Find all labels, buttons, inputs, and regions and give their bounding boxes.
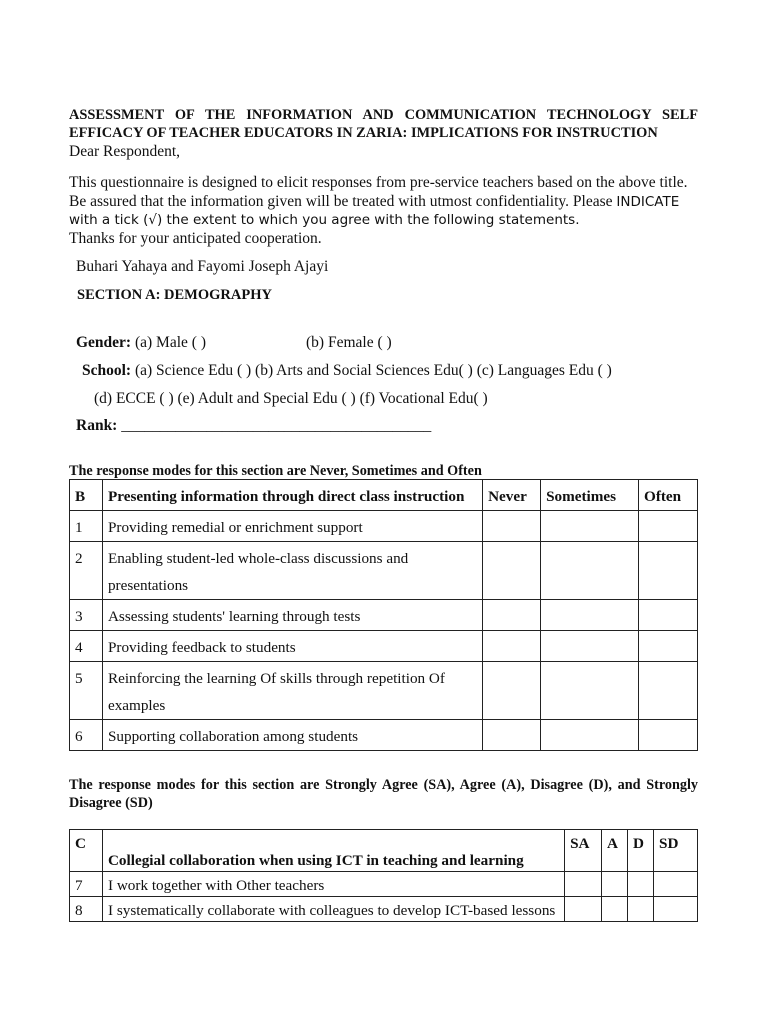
school-options-line-1[interactable]: (a) Science Edu ( ) (b) Arts and Social Sciences Edu( ) (c) Languages Edu ( )	[134, 362, 612, 379]
row-statement: Assessing students' learning through tests	[102, 600, 482, 631]
table-row	[70, 631, 698, 662]
row-statement: Reinforcing the learning Of skills through repetition Of examples	[102, 662, 482, 720]
authors: Buhari Yahaya and Fayomi Joseph Ajayi	[76, 258, 329, 276]
intro-thanks: Thanks for your anticipated cooperation.	[69, 229, 322, 247]
section-a-heading: SECTION A: DEMOGRAPHY	[77, 287, 272, 304]
response-cell-d[interactable]	[628, 897, 654, 922]
rank-input-line[interactable]: ________________________________________	[121, 417, 432, 434]
section-heading: Presenting information through direct class instruction	[102, 480, 482, 511]
row-number: 5	[70, 662, 103, 720]
greeting: Dear Respondent,	[69, 143, 181, 160]
response-cell-sa[interactable]	[565, 872, 602, 897]
column-header: Often	[639, 480, 698, 511]
row-statement: I systematically collaborate with colleagues to develop ICT-based lessons	[102, 897, 564, 922]
column-header: Sometimes	[541, 480, 639, 511]
row-number: 4	[70, 631, 103, 662]
school-row-1	[82, 361, 612, 380]
row-statement: Supporting collaboration among students	[102, 720, 482, 751]
response-cell-often[interactable]	[639, 542, 698, 600]
response-cell-sd[interactable]	[654, 872, 698, 897]
table-header-row	[70, 480, 698, 511]
response-cell-often[interactable]	[639, 600, 698, 631]
row-statement: Providing feedback to students	[102, 631, 482, 662]
response-cell-sometimes[interactable]	[541, 631, 639, 662]
response-cell-a[interactable]	[602, 872, 628, 897]
response-cell-sometimes[interactable]	[541, 600, 639, 631]
table-row	[70, 872, 698, 897]
table-row	[70, 720, 698, 751]
intro-text: This questionnaire is designed to elicit responses from pre-service teachers based on the above title. Be assured that the information given will be treated with utmost confidentiality. Please	[69, 174, 688, 210]
table-row	[70, 662, 698, 720]
response-cell-never[interactable]	[483, 511, 541, 542]
column-header: D	[628, 830, 654, 872]
row-number: 7	[70, 872, 103, 897]
school-label: School:	[82, 362, 132, 379]
section-heading: Collegial collaboration when using ICT in teaching and learning	[102, 830, 564, 872]
response-cell-often[interactable]	[639, 511, 698, 542]
document-page	[69, 106, 698, 304]
gender-row	[76, 333, 206, 352]
row-statement: I work together with Other teachers	[102, 872, 564, 897]
response-cell-never[interactable]	[483, 720, 541, 751]
response-cell-never[interactable]	[483, 542, 541, 600]
intro-indicate-text: INDICATE with a tick (√) the extent to which you agree with the following statements.	[69, 193, 680, 229]
table-row	[70, 511, 698, 542]
row-statement: Enabling student-led whole-class discussions and presentations	[102, 542, 482, 600]
column-header: Never	[483, 480, 541, 511]
response-cell-sd[interactable]	[654, 897, 698, 922]
section-c-response-modes: The response modes for this section are Strongly Agree (SA), Agree (A), Disagree (D), and Strongly Disagree (SD)	[69, 777, 698, 811]
rank-label: Rank:	[76, 417, 118, 434]
row-statement: Providing remedial or enrichment support	[102, 511, 482, 542]
rank-row	[76, 416, 431, 435]
table-header-row	[70, 830, 698, 872]
section-id: B	[70, 480, 103, 511]
intro-paragraph	[69, 174, 698, 248]
row-number: 6	[70, 720, 103, 751]
gender-label: Gender:	[76, 334, 132, 351]
column-header: SA	[565, 830, 602, 872]
column-header: SD	[654, 830, 698, 872]
response-cell-never[interactable]	[483, 631, 541, 662]
response-cell-never[interactable]	[483, 662, 541, 720]
response-cell-sometimes[interactable]	[541, 542, 639, 600]
response-cell-often[interactable]	[639, 631, 698, 662]
response-cell-often[interactable]	[639, 720, 698, 751]
gender-female-option[interactable]: (b) Female ( )	[306, 334, 392, 351]
response-cell-sometimes[interactable]	[541, 720, 639, 751]
response-cell-d[interactable]	[628, 872, 654, 897]
row-number: 2	[70, 542, 103, 600]
response-cell-often[interactable]	[639, 662, 698, 720]
response-cell-sometimes[interactable]	[541, 662, 639, 720]
response-cell-sometimes[interactable]	[541, 511, 639, 542]
table-row	[70, 542, 698, 600]
section-id: C	[70, 830, 103, 872]
column-header: A	[602, 830, 628, 872]
document-title: ASSESSMENT OF THE INFORMATION AND COMMUNICATION TECHNOLOGY SELF EFFICACY OF TEACHER EDUCATORS IN ZARIA: IMPLICATIONS FOR INSTRUCTION	[69, 107, 698, 141]
response-cell-never[interactable]	[483, 600, 541, 631]
row-number: 3	[70, 600, 103, 631]
section-b-table	[69, 479, 698, 751]
gender-male-option[interactable]: (a) Male ( )	[134, 334, 206, 351]
response-cell-sa[interactable]	[565, 897, 602, 922]
section-c-table	[69, 829, 698, 922]
row-number: 8	[70, 897, 103, 922]
section-b-response-modes: The response modes for this section are Never, Sometimes and Often	[69, 463, 482, 479]
response-cell-a[interactable]	[602, 897, 628, 922]
row-number: 1	[70, 511, 103, 542]
table-row	[70, 897, 698, 922]
table-row	[70, 600, 698, 631]
school-options-line-2[interactable]: (d) ECCE ( ) (e) Adult and Special Edu ( ) (f) Vocational Edu( )	[94, 390, 488, 407]
